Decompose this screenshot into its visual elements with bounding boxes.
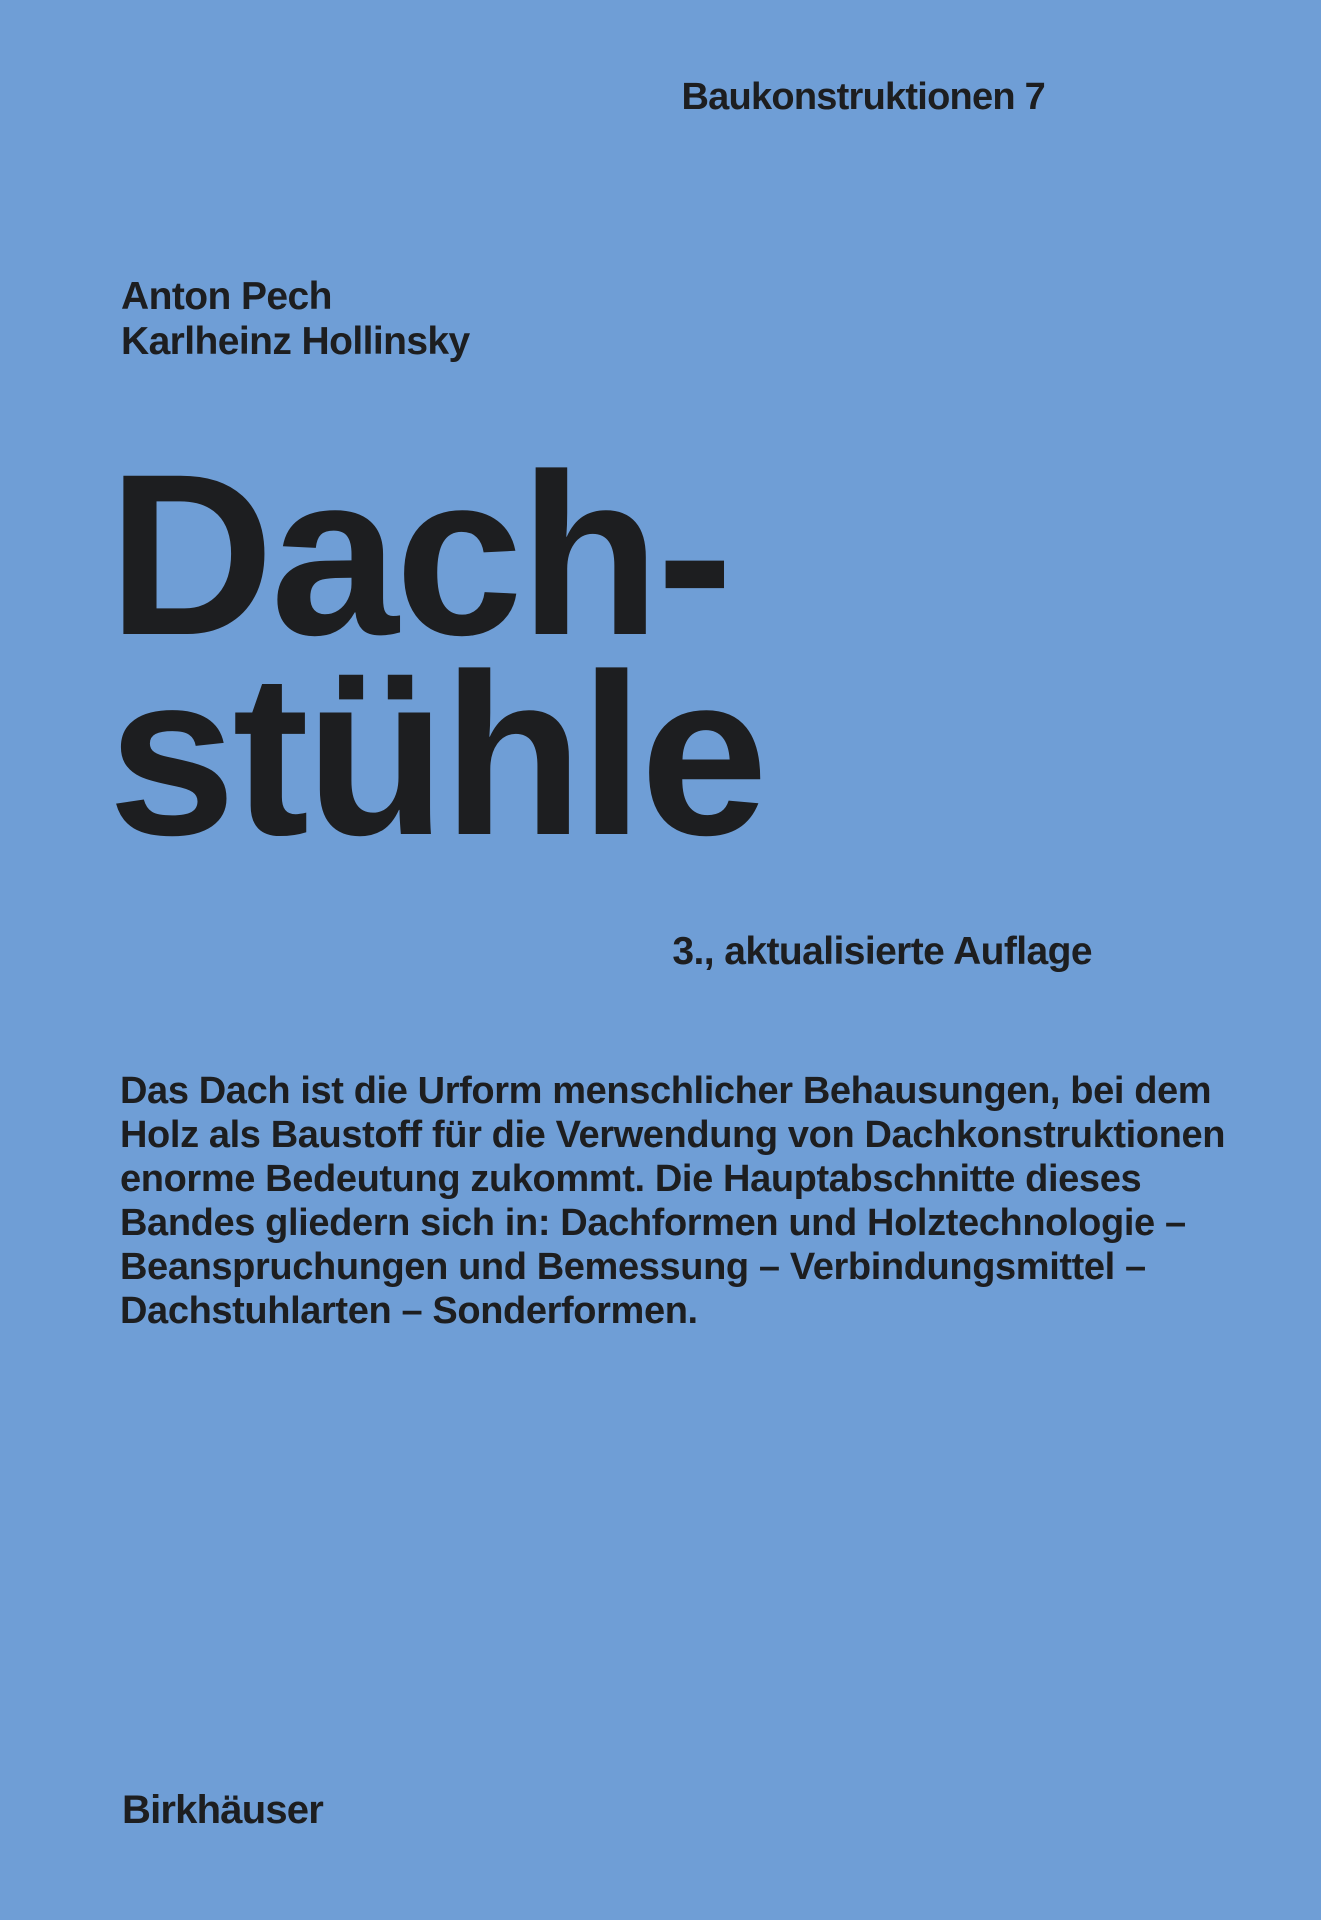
blurb-line: enorme Bedeutung zukommt. Die Hauptabschnitte dieses [120,1158,1142,1200]
publisher-logo: Birkhäuser [122,1788,323,1832]
book-title-line-2: stühle [108,626,765,883]
author-name-1: Anton Pech [121,275,332,318]
book-title [108,426,765,883]
blurb-line: Dachstuhlarten – Sonderformen. [120,1290,698,1332]
blurb-line: Das Dach ist die Urform menschlicher Behausungen, bei dem [120,1070,1212,1112]
authors-block [121,274,470,364]
book-title-line-1: Dach- [108,426,730,683]
author-name-2: Karlheinz Hollinsky [121,320,470,363]
blurb-line: Bandes gliedern sich in: Dachformen und Holztechnologie – [120,1202,1186,1244]
edition-label: 3., aktualisierte Auflage [672,930,1092,973]
blurb-line: Beanspruchungen und Bemessung – Verbindungsmittel – [120,1246,1146,1288]
series-label: Baukonstruktionen 7 [681,76,1045,118]
blurb-text [120,1069,1225,1333]
blurb-line: Holz als Baustoff für die Verwendung von Dachkonstruktionen [120,1114,1226,1156]
